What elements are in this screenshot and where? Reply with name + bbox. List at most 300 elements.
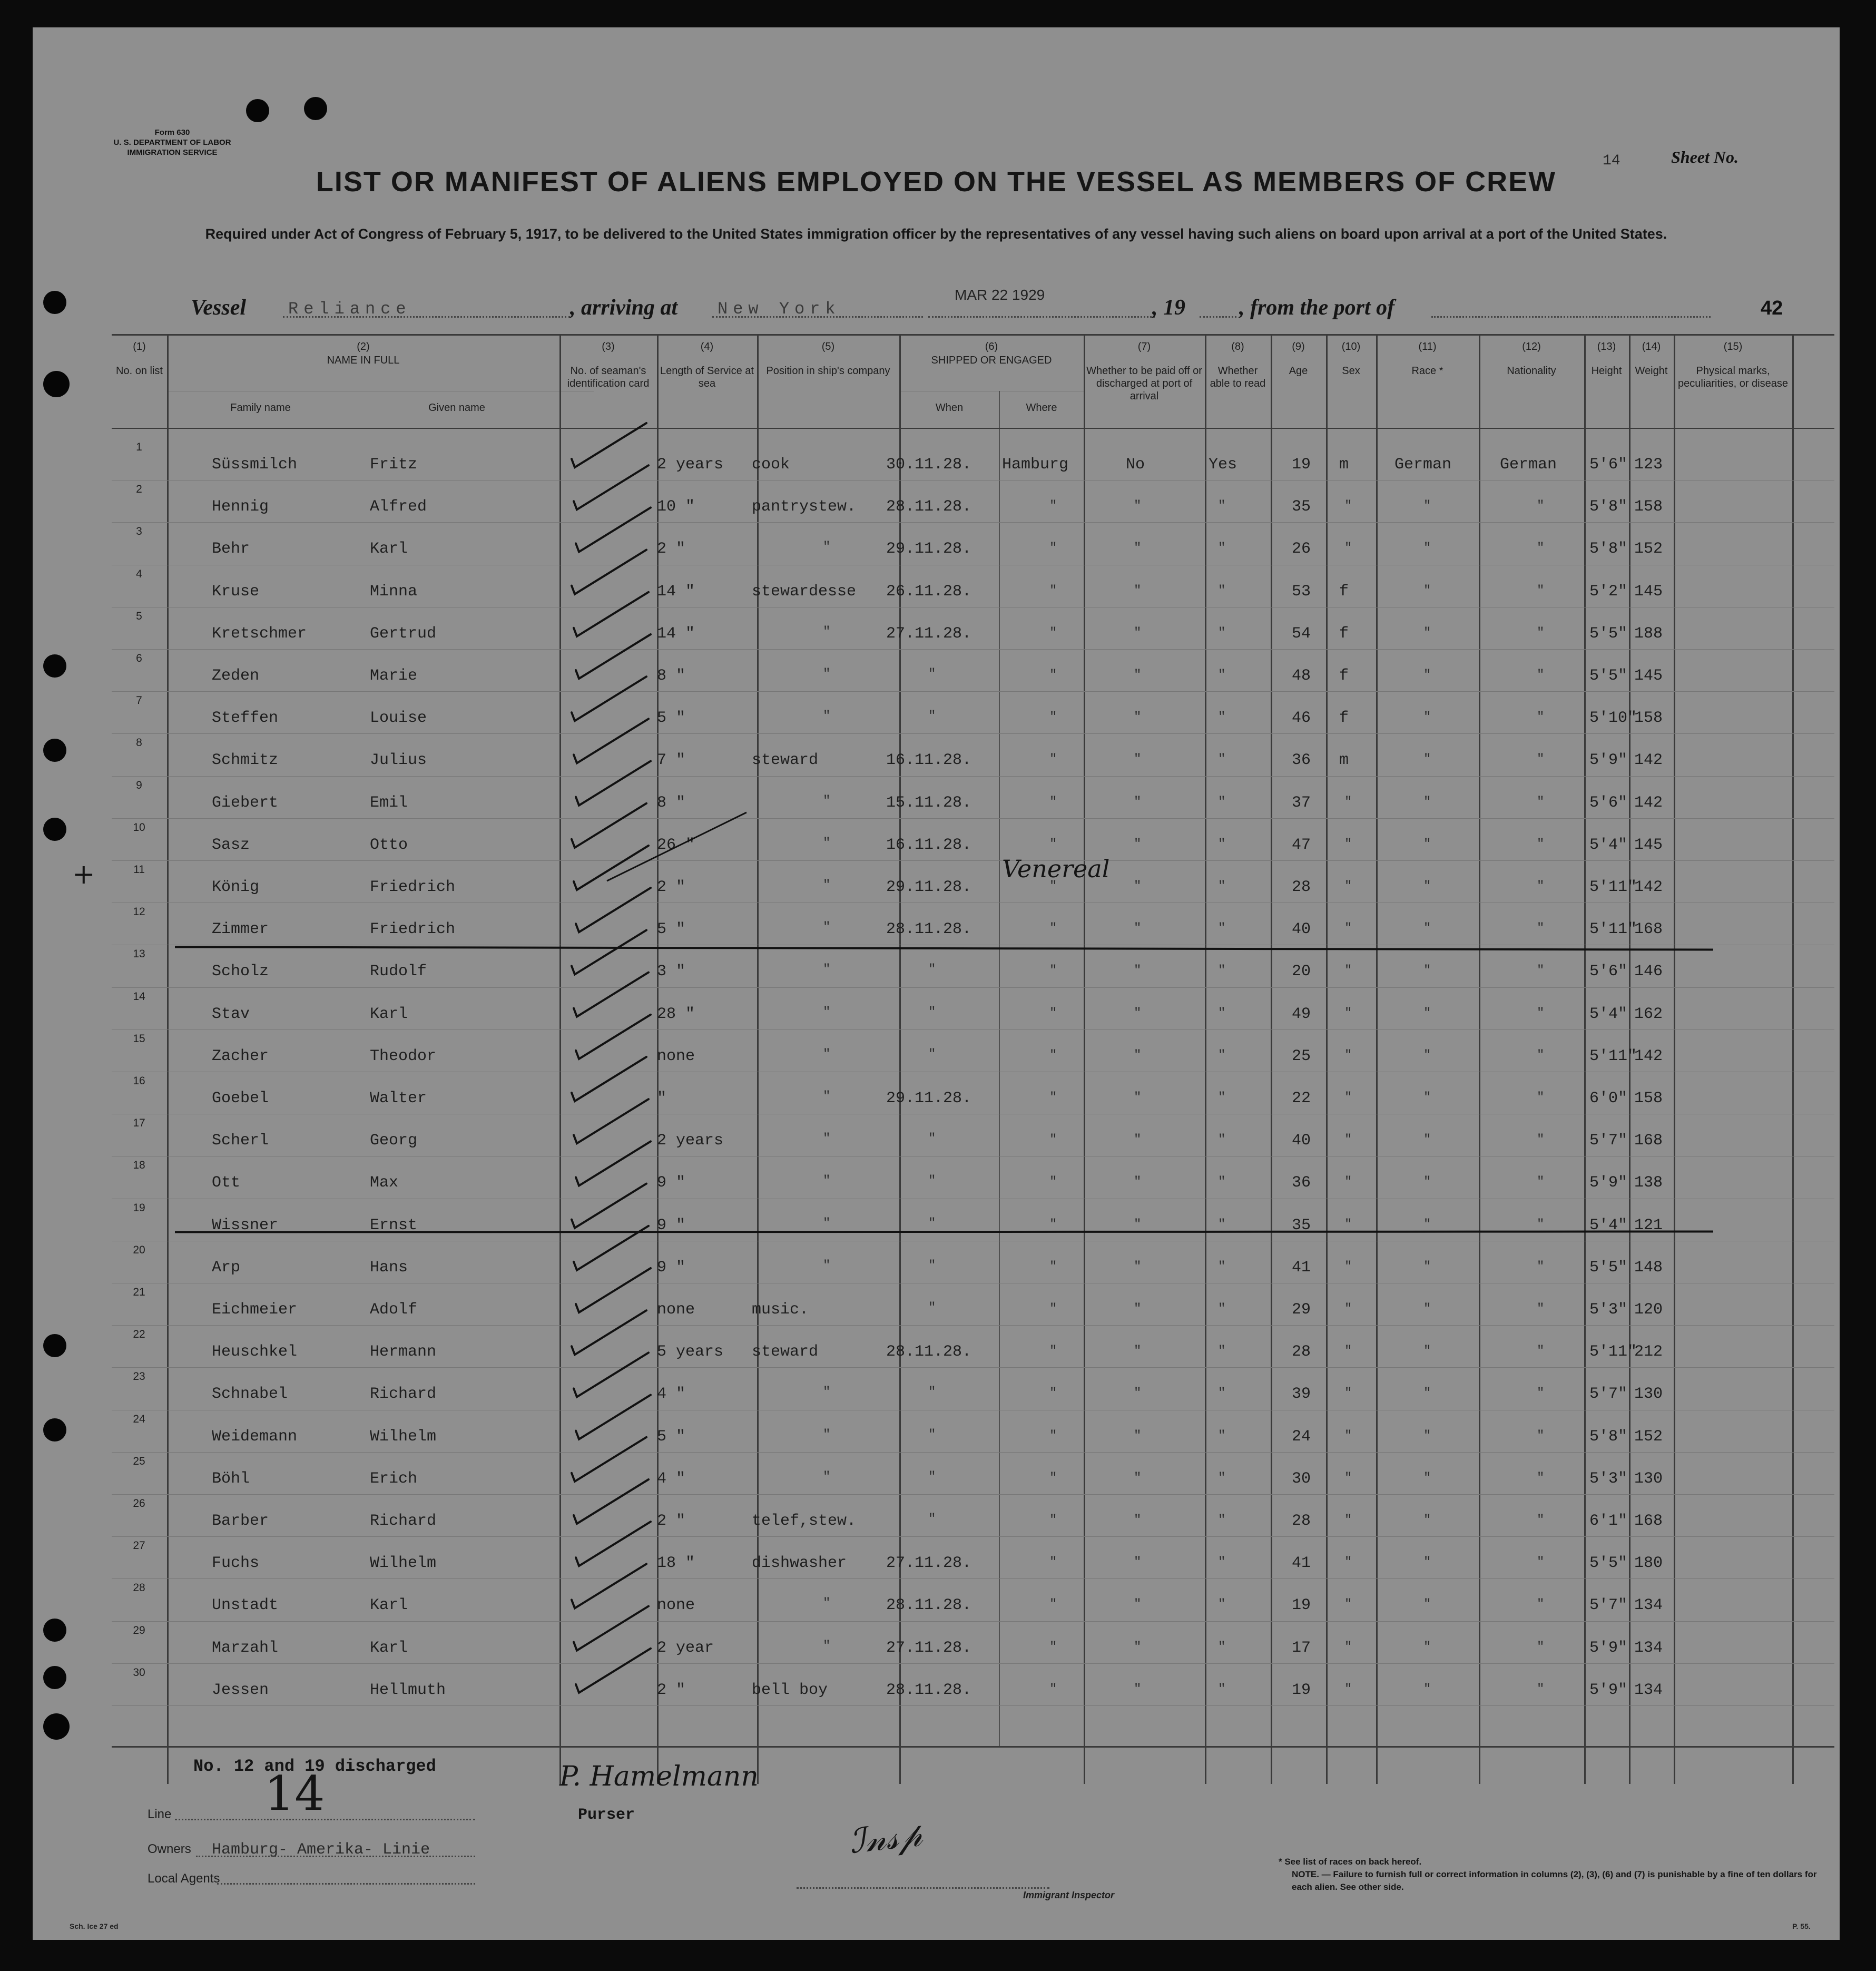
family-name: Zimmer bbox=[212, 920, 269, 939]
checkmark-icon bbox=[576, 634, 651, 679]
row-number: 7 bbox=[136, 694, 142, 707]
nationality-ditto: " bbox=[1537, 1513, 1545, 1527]
nationality-ditto: " bbox=[1537, 1217, 1545, 1232]
weight: 121 bbox=[1634, 1216, 1663, 1234]
checkmark-icon bbox=[574, 846, 649, 890]
shipped-where-ditto: " bbox=[1049, 1386, 1057, 1401]
shipped-when: 16.11.28. bbox=[886, 836, 972, 854]
column-label: Weight bbox=[1635, 365, 1668, 377]
race-ditto: " bbox=[1423, 583, 1431, 598]
form-identifier: Form 630 U. S. DEPARTMENT OF LABOR IMMIGRATION SERVICE bbox=[113, 128, 231, 157]
row-number: 14 bbox=[133, 990, 145, 1003]
paid-off-ditto: " bbox=[1134, 1470, 1142, 1485]
shipped-when: " bbox=[928, 963, 936, 977]
race-ditto: " bbox=[1423, 1640, 1431, 1654]
shipped-where-ditto: " bbox=[1049, 879, 1057, 894]
race-ditto: " bbox=[1423, 668, 1431, 682]
owners-dotted bbox=[196, 1856, 475, 1857]
checkmark-icon bbox=[572, 550, 646, 594]
race-ditto: " bbox=[1423, 710, 1431, 725]
family-name: Sasz bbox=[212, 836, 250, 854]
nationality-ditto: " bbox=[1537, 710, 1545, 725]
service-length: none bbox=[657, 1301, 695, 1319]
weight: 130 bbox=[1634, 1385, 1663, 1404]
age: 29 bbox=[1292, 1301, 1311, 1319]
family-name: Marzahl bbox=[212, 1639, 279, 1657]
nationality-ditto: " bbox=[1537, 1006, 1545, 1021]
shipped-when: " bbox=[928, 1005, 936, 1019]
shipped-when: " bbox=[928, 1132, 936, 1146]
shipped-where-ditto: " bbox=[1049, 795, 1057, 809]
row-number: 10 bbox=[133, 821, 145, 833]
service-length: 14 " bbox=[657, 624, 695, 643]
year-label: , 19 bbox=[1152, 296, 1185, 320]
height: 6'1" bbox=[1589, 1512, 1628, 1530]
weight: 134 bbox=[1634, 1681, 1663, 1699]
row-number: 28 bbox=[133, 1582, 145, 1594]
height: 5'5" bbox=[1589, 1258, 1628, 1277]
height: 5'9" bbox=[1589, 751, 1628, 770]
shipped-when: " bbox=[928, 709, 936, 724]
race-ditto: " bbox=[1423, 879, 1431, 894]
paid-off-ditto: " bbox=[1134, 668, 1142, 682]
paid-off-ditto: " bbox=[1134, 710, 1142, 725]
race-ditto: " bbox=[1423, 1217, 1431, 1232]
family-name: Zeden bbox=[212, 667, 260, 685]
age: 54 bbox=[1292, 624, 1311, 643]
checkmark-icon bbox=[572, 1184, 646, 1228]
service-length: 26 " bbox=[657, 836, 695, 854]
family-name: Wissner bbox=[212, 1216, 279, 1234]
row-number: 22 bbox=[133, 1328, 145, 1341]
shipped-when: 27.11.28. bbox=[886, 1639, 972, 1657]
row-number: 3 bbox=[136, 525, 142, 538]
able-to-read-ditto: " bbox=[1218, 795, 1226, 809]
paid-off-ditto: " bbox=[1134, 795, 1142, 809]
purser-label: Purser bbox=[578, 1806, 635, 1824]
given-name: Richard bbox=[370, 1385, 437, 1404]
paid-off-ditto: " bbox=[1134, 964, 1142, 978]
checkmark-icon bbox=[574, 719, 649, 763]
weight: 168 bbox=[1634, 920, 1663, 939]
position: " bbox=[823, 709, 831, 724]
race-ditto: " bbox=[1423, 1597, 1431, 1612]
column-label: Height bbox=[1591, 365, 1622, 377]
checkmark-icon bbox=[572, 1310, 646, 1355]
position: dishwasher bbox=[752, 1554, 847, 1573]
age: 53 bbox=[1292, 582, 1311, 601]
family-name: Süssmilch bbox=[212, 456, 298, 474]
checkmark-icon bbox=[574, 465, 649, 509]
race-ditto: " bbox=[1423, 1513, 1431, 1527]
position: " bbox=[823, 836, 831, 850]
shipped-when: 28.11.28. bbox=[886, 920, 972, 939]
family-name: Goebel bbox=[212, 1090, 269, 1107]
able-to-read-ditto: " bbox=[1218, 541, 1226, 556]
weight: 212 bbox=[1634, 1343, 1663, 1361]
race-ditto: " bbox=[1423, 1175, 1431, 1190]
shipped-where-ditto: " bbox=[1049, 625, 1057, 640]
able-to-read-ditto: " bbox=[1218, 625, 1226, 640]
position: " bbox=[823, 540, 831, 555]
position: steward bbox=[752, 751, 819, 770]
paid-off-ditto: " bbox=[1134, 541, 1142, 556]
column-sublabel: When bbox=[935, 402, 964, 414]
position: " bbox=[823, 963, 831, 977]
age: 39 bbox=[1292, 1385, 1311, 1404]
position: " bbox=[823, 1385, 831, 1400]
race-ditto: " bbox=[1423, 1133, 1431, 1148]
height: 5'11" bbox=[1589, 1047, 1637, 1065]
column-number: (8) bbox=[1231, 341, 1244, 352]
row-number: 23 bbox=[133, 1370, 145, 1383]
position: " bbox=[823, 878, 831, 893]
paid-off-ditto: " bbox=[1134, 1048, 1142, 1063]
age: 19 bbox=[1292, 456, 1311, 474]
given-name: Wilhelm bbox=[370, 1554, 437, 1573]
weight: 158 bbox=[1634, 709, 1663, 728]
service-length: 9 " bbox=[657, 1174, 686, 1192]
column-number: (5) bbox=[821, 341, 835, 352]
able-to-read-ditto: " bbox=[1218, 1470, 1226, 1485]
service-length: 18 " bbox=[657, 1554, 695, 1573]
race-ditto: " bbox=[1423, 541, 1431, 556]
age: 49 bbox=[1292, 1005, 1311, 1023]
service-length: none bbox=[657, 1596, 695, 1615]
family-name: Hennig bbox=[212, 498, 269, 516]
race-ditto: " bbox=[1423, 795, 1431, 809]
row-number: 5 bbox=[136, 610, 142, 622]
height: 5'7" bbox=[1589, 1132, 1628, 1150]
weight: 158 bbox=[1634, 1090, 1663, 1107]
given-name: Marie bbox=[370, 667, 418, 685]
shipped-where-ditto: " bbox=[1049, 710, 1057, 725]
column-number: (14) bbox=[1642, 341, 1661, 352]
shipped-where: Hamburg bbox=[1002, 456, 1069, 474]
age: 19 bbox=[1292, 1681, 1311, 1699]
checkmark-icon bbox=[574, 1226, 649, 1270]
service-length: 2 " bbox=[657, 540, 686, 558]
nationality-ditto: " bbox=[1537, 1302, 1545, 1316]
column-number: (12) bbox=[1522, 341, 1541, 352]
row-number: 26 bbox=[133, 1497, 145, 1509]
shipped-when: 27.11.28. bbox=[886, 1554, 972, 1573]
family-name: Heuschkel bbox=[212, 1343, 298, 1361]
sex-ditto: " bbox=[1344, 964, 1352, 978]
row-number: 25 bbox=[133, 1455, 145, 1467]
position: " bbox=[823, 920, 831, 935]
given-name: Theodor bbox=[370, 1047, 437, 1065]
page-reference: 42 bbox=[1761, 297, 1783, 319]
shipped-when: 16.11.28. bbox=[886, 751, 972, 770]
corner-code-left: Sch. Ice 27 ed bbox=[70, 1922, 119, 1930]
sex-ditto: " bbox=[1344, 1006, 1352, 1021]
nationality-ditto: " bbox=[1537, 1133, 1545, 1148]
family-name: König bbox=[212, 878, 260, 896]
paid-off-ditto: " bbox=[1134, 1555, 1142, 1570]
able-to-read-ditto: " bbox=[1218, 752, 1226, 767]
shipped-where-ditto: " bbox=[1049, 1302, 1057, 1316]
weight: 123 bbox=[1634, 456, 1663, 474]
row-number: 8 bbox=[136, 737, 142, 749]
column-number: (4) bbox=[700, 341, 714, 352]
able-to-read-ditto: " bbox=[1218, 1386, 1226, 1401]
column-label: No. on list bbox=[116, 365, 163, 377]
paid-off-ditto: " bbox=[1134, 1386, 1142, 1401]
given-name: Hans bbox=[370, 1258, 408, 1277]
date-stamp: MAR 22 1929 bbox=[955, 287, 1045, 303]
position: telef,stew. bbox=[752, 1512, 857, 1530]
paid-off-ditto: " bbox=[1134, 921, 1142, 936]
race-footnote: * See list of races on back hereof. bbox=[1279, 1857, 1422, 1867]
height: 5'3" bbox=[1589, 1469, 1628, 1488]
able-to-read-ditto: " bbox=[1218, 1682, 1226, 1697]
checkmark-icon bbox=[576, 1395, 651, 1439]
position: " bbox=[823, 793, 831, 808]
nationality-ditto: " bbox=[1537, 1555, 1545, 1570]
weight: 120 bbox=[1634, 1301, 1663, 1319]
page-title: LIST OR MANIFEST OF ALIENS EMPLOYED ON THE VESSEL AS MEMBERS OF CREW bbox=[316, 166, 1557, 198]
sex: f bbox=[1339, 709, 1349, 728]
paid-off-ditto: " bbox=[1134, 879, 1142, 894]
height: 5'4" bbox=[1589, 1005, 1628, 1023]
height: 5'5" bbox=[1589, 624, 1628, 643]
service-length: 2 " bbox=[657, 1681, 686, 1699]
shipped-where-ditto: " bbox=[1049, 1259, 1057, 1274]
family-name: Stav bbox=[212, 1005, 250, 1023]
line-dotted bbox=[175, 1819, 475, 1820]
age: 41 bbox=[1292, 1258, 1311, 1277]
row-number: 1 bbox=[136, 441, 142, 453]
age: 40 bbox=[1292, 920, 1311, 939]
service-length: 2 " bbox=[657, 1512, 686, 1530]
race-ditto: " bbox=[1423, 1555, 1431, 1570]
age: 37 bbox=[1292, 793, 1311, 812]
column-label: Whether to be paid off or discharged at port of arrival bbox=[1086, 365, 1202, 402]
local-agents-label: Local Agents bbox=[148, 1871, 220, 1886]
family-name: Kretschmer bbox=[212, 624, 307, 643]
shipped-where-ditto: " bbox=[1049, 668, 1057, 682]
service-length: 4 " bbox=[657, 1469, 686, 1488]
column-sublabel: Given name bbox=[428, 402, 485, 414]
family-name: Schmitz bbox=[212, 751, 279, 770]
age: 40 bbox=[1292, 1132, 1311, 1150]
nationality-ditto: " bbox=[1537, 1597, 1545, 1612]
race: German bbox=[1394, 456, 1452, 474]
race-ditto: " bbox=[1423, 1428, 1431, 1443]
age: 48 bbox=[1292, 667, 1311, 685]
sex-ditto: " bbox=[1344, 879, 1352, 894]
age: 46 bbox=[1292, 709, 1311, 728]
arriving-value: New York bbox=[718, 299, 841, 319]
able-to-read-ditto: " bbox=[1218, 710, 1226, 725]
height: 5'3" bbox=[1589, 1301, 1628, 1319]
column-label: Sex bbox=[1342, 365, 1360, 377]
height: 5'5" bbox=[1589, 1554, 1628, 1573]
checkmark-icon bbox=[572, 676, 646, 721]
race-ditto: " bbox=[1423, 1386, 1431, 1401]
given-name: Walter bbox=[370, 1090, 427, 1107]
nationality: German bbox=[1500, 456, 1557, 474]
weight: 142 bbox=[1634, 793, 1663, 812]
paid-off-ditto: " bbox=[1134, 1091, 1142, 1105]
given-name: Wilhelm bbox=[370, 1427, 437, 1446]
checkmark-icon bbox=[574, 1606, 649, 1651]
paid-off-ditto: " bbox=[1134, 1597, 1142, 1612]
family-name: Ott bbox=[212, 1174, 241, 1192]
sex-ditto: " bbox=[1344, 1555, 1352, 1570]
position: steward bbox=[752, 1343, 819, 1361]
age: 41 bbox=[1292, 1554, 1311, 1573]
service-length: none bbox=[657, 1047, 695, 1065]
height: 5'9" bbox=[1589, 1681, 1628, 1699]
able-to-read-ditto: " bbox=[1218, 837, 1226, 851]
race-ditto: " bbox=[1423, 1682, 1431, 1697]
row-number: 11 bbox=[133, 864, 145, 876]
inspector-signature: ℐ𝓃𝓈𝓅 bbox=[847, 1815, 925, 1862]
note-text: NOTE. — Failure to furnish full or correct information in columns (2), (3), (6) and (7) is punishable by a fine of ten dollars for each alien. See other side. bbox=[1292, 1869, 1817, 1892]
age: 28 bbox=[1292, 1512, 1311, 1530]
shipped-where-ditto: " bbox=[1049, 1133, 1057, 1148]
row11-annotation: Venereal bbox=[1002, 855, 1110, 883]
given-name: Alfred bbox=[370, 498, 427, 516]
age: 36 bbox=[1292, 1174, 1311, 1192]
height: 5'6" bbox=[1589, 456, 1628, 474]
shipped-when: 28.11.28. bbox=[886, 498, 972, 516]
paid-off-ditto: " bbox=[1134, 499, 1142, 514]
service-length: 4 " bbox=[657, 1385, 686, 1404]
shipped-when: 29.11.28. bbox=[886, 1090, 972, 1107]
position: " bbox=[823, 1132, 831, 1146]
race-ditto: " bbox=[1423, 837, 1431, 851]
sex-ditto: " bbox=[1344, 1344, 1352, 1359]
race-ditto: " bbox=[1423, 1091, 1431, 1105]
weight: 152 bbox=[1634, 540, 1663, 558]
family-name: Giebert bbox=[212, 793, 279, 812]
nationality-ditto: " bbox=[1537, 583, 1545, 598]
column-number: (2) bbox=[357, 341, 370, 352]
height: 5'8" bbox=[1589, 1427, 1628, 1446]
checkmark-icon bbox=[574, 1352, 649, 1397]
height: 5'7" bbox=[1589, 1385, 1628, 1404]
family-name: Schnabel bbox=[212, 1385, 288, 1404]
family-name: Eichmeier bbox=[212, 1301, 298, 1319]
service-length: 5 " bbox=[657, 709, 686, 728]
able-to-read-ditto: " bbox=[1218, 879, 1226, 894]
discharged-note: No. 12 and 19 discharged bbox=[193, 1757, 436, 1776]
position: " bbox=[823, 1258, 831, 1273]
inspector-dotted bbox=[797, 1887, 1049, 1889]
paid-off-ditto: " bbox=[1134, 1217, 1142, 1232]
age: 25 bbox=[1292, 1047, 1311, 1065]
given-name: Rudolf bbox=[370, 963, 427, 981]
inspector-label: Immigrant Inspector bbox=[1023, 1890, 1115, 1900]
able-to-read-ditto: " bbox=[1218, 1302, 1226, 1316]
age: 30 bbox=[1292, 1469, 1311, 1488]
checkmark-icon bbox=[576, 761, 651, 806]
able-to-read-ditto: " bbox=[1218, 499, 1226, 514]
age: 47 bbox=[1292, 836, 1311, 854]
row-number: 13 bbox=[133, 948, 145, 960]
nationality-ditto: " bbox=[1537, 752, 1545, 767]
shipped-where-ditto: " bbox=[1049, 583, 1057, 598]
position: music. bbox=[752, 1301, 809, 1319]
shipped-where-ditto: " bbox=[1049, 1597, 1057, 1612]
weight: 162 bbox=[1634, 1005, 1663, 1023]
service-length: 14 " bbox=[657, 582, 695, 601]
shipped-when: 29.11.28. bbox=[886, 878, 972, 896]
shipped-where-ditto: " bbox=[1049, 1513, 1057, 1527]
height: 6'0" bbox=[1589, 1090, 1628, 1107]
paid-off-ditto: " bbox=[1134, 1682, 1142, 1697]
age: 20 bbox=[1292, 963, 1311, 981]
able-to-read-ditto: " bbox=[1218, 1259, 1226, 1274]
position: " bbox=[823, 1216, 831, 1231]
sex-ditto: " bbox=[1344, 1640, 1352, 1654]
checkmark-icon bbox=[576, 1141, 651, 1185]
shipped-when: 15.11.28. bbox=[886, 793, 972, 812]
service-length: 28 " bbox=[657, 1005, 695, 1023]
given-name: Hellmuth bbox=[370, 1681, 446, 1699]
line-label: Line bbox=[148, 1807, 172, 1821]
age: 35 bbox=[1292, 498, 1311, 516]
shipped-when: " bbox=[928, 1216, 936, 1231]
paid-off: No bbox=[1126, 456, 1145, 474]
column-number: (1) bbox=[133, 341, 146, 352]
column-sublabel: Family name bbox=[230, 402, 291, 414]
manifest-sheet bbox=[33, 27, 1840, 1940]
sex: m bbox=[1339, 751, 1349, 770]
sex-ditto: " bbox=[1344, 1259, 1352, 1274]
column-label: NAME IN FULL bbox=[327, 355, 400, 366]
nationality-ditto: " bbox=[1537, 964, 1545, 978]
checkmark-icon bbox=[572, 1437, 646, 1482]
given-name: Karl bbox=[370, 1639, 408, 1657]
given-name: Adolf bbox=[370, 1301, 418, 1319]
nationality-ditto: " bbox=[1537, 1682, 1545, 1697]
nationality-ditto: " bbox=[1537, 1470, 1545, 1485]
shipped-when: " bbox=[928, 1047, 936, 1062]
race-ditto: " bbox=[1423, 752, 1431, 767]
owners-label: Owners bbox=[148, 1842, 191, 1856]
shipped-where-ditto: " bbox=[1049, 499, 1057, 514]
weight: 158 bbox=[1634, 498, 1663, 516]
age: 24 bbox=[1292, 1427, 1311, 1446]
row-number: 16 bbox=[133, 1075, 145, 1087]
shipped-when: " bbox=[928, 1469, 936, 1484]
able-to-read-ditto: " bbox=[1218, 1597, 1226, 1612]
checkmark-icon bbox=[574, 592, 649, 636]
family-name: Barber bbox=[212, 1512, 269, 1530]
checkmark-icon bbox=[574, 973, 649, 1017]
position: " bbox=[823, 1090, 831, 1104]
sheet-number-label: Sheet No. bbox=[1671, 148, 1739, 166]
weight: 142 bbox=[1634, 1047, 1663, 1065]
nationality-ditto: " bbox=[1537, 1175, 1545, 1190]
shipped-when: " bbox=[928, 1301, 936, 1315]
shipped-when: 28.11.28. bbox=[886, 1343, 972, 1361]
shipped-when: " bbox=[928, 1174, 936, 1189]
sex: f bbox=[1339, 624, 1349, 643]
row-number: 9 bbox=[136, 779, 142, 791]
given-name: Karl bbox=[370, 1596, 408, 1615]
given-name: Karl bbox=[370, 540, 408, 558]
weight: 134 bbox=[1634, 1596, 1663, 1615]
nationality-ditto: " bbox=[1537, 879, 1545, 894]
checkmark-icon bbox=[574, 1099, 649, 1143]
shipped-when: 27.11.28. bbox=[886, 624, 972, 643]
able-to-read-ditto: " bbox=[1218, 668, 1226, 682]
